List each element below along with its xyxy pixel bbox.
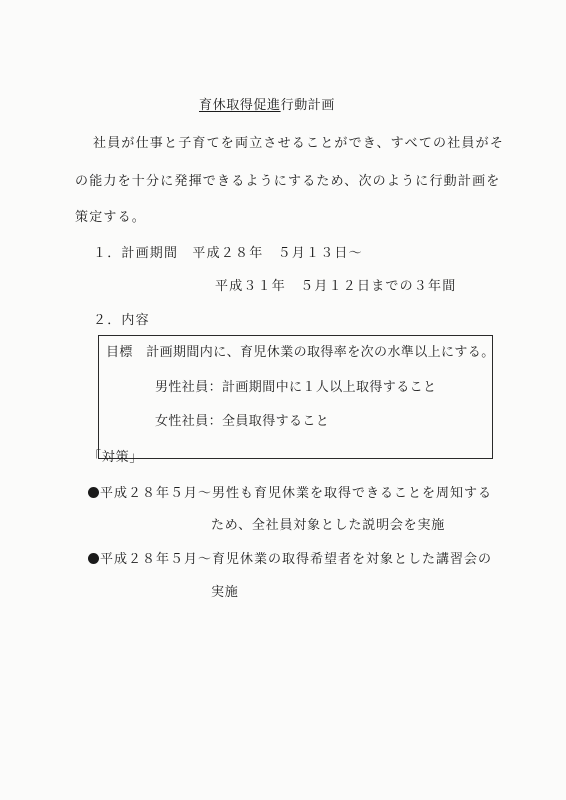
goal-line-female: 女性社員：全員取得すること	[155, 414, 330, 429]
plan-period-line-1: １．計画期間 平成２８年 ５月１３日～	[93, 246, 363, 261]
goal-line-male: 男性社員：計画期間中に１人以上取得すること	[155, 380, 437, 395]
intro-line-1: 社員が仕事と子育てを両立させることができ、すべての社員がそ	[93, 136, 505, 151]
intro-line-2: の能力を十分に発揮できるようにするため、次のように行動計画を	[75, 174, 501, 189]
plan-period-line-2: 平成３１年 ５月１２日までの３年間	[215, 279, 457, 294]
measure-item-2-text: 平成２８年５月～育児休業の取得希望者を対象とした講習会の	[100, 552, 493, 567]
measure-item-1-text: 平成２８年５月～男性も育児休業を取得できることを周知する	[100, 486, 493, 501]
bullet-icon	[88, 553, 99, 564]
measure-item-1-continuation: ため、全社員対象とした説明会を実施	[211, 518, 446, 533]
document-title	[199, 98, 335, 114]
bullet-icon	[88, 487, 99, 498]
measure-item-2	[88, 552, 492, 568]
intro-line-3: 策定する。	[75, 210, 147, 225]
measures-heading: 「対策」	[88, 450, 144, 465]
measure-item-1	[88, 486, 492, 502]
title-rest: 行動計画	[280, 98, 336, 113]
measure-item-2-continuation: 実施	[211, 585, 239, 600]
title-underlined-part: 育休取得促進	[199, 98, 281, 113]
goal-line-1: 目標 計画期間内に、育児休業の取得率を次の水準以上にする。	[106, 345, 495, 360]
content-heading: ２．内容	[93, 313, 150, 328]
